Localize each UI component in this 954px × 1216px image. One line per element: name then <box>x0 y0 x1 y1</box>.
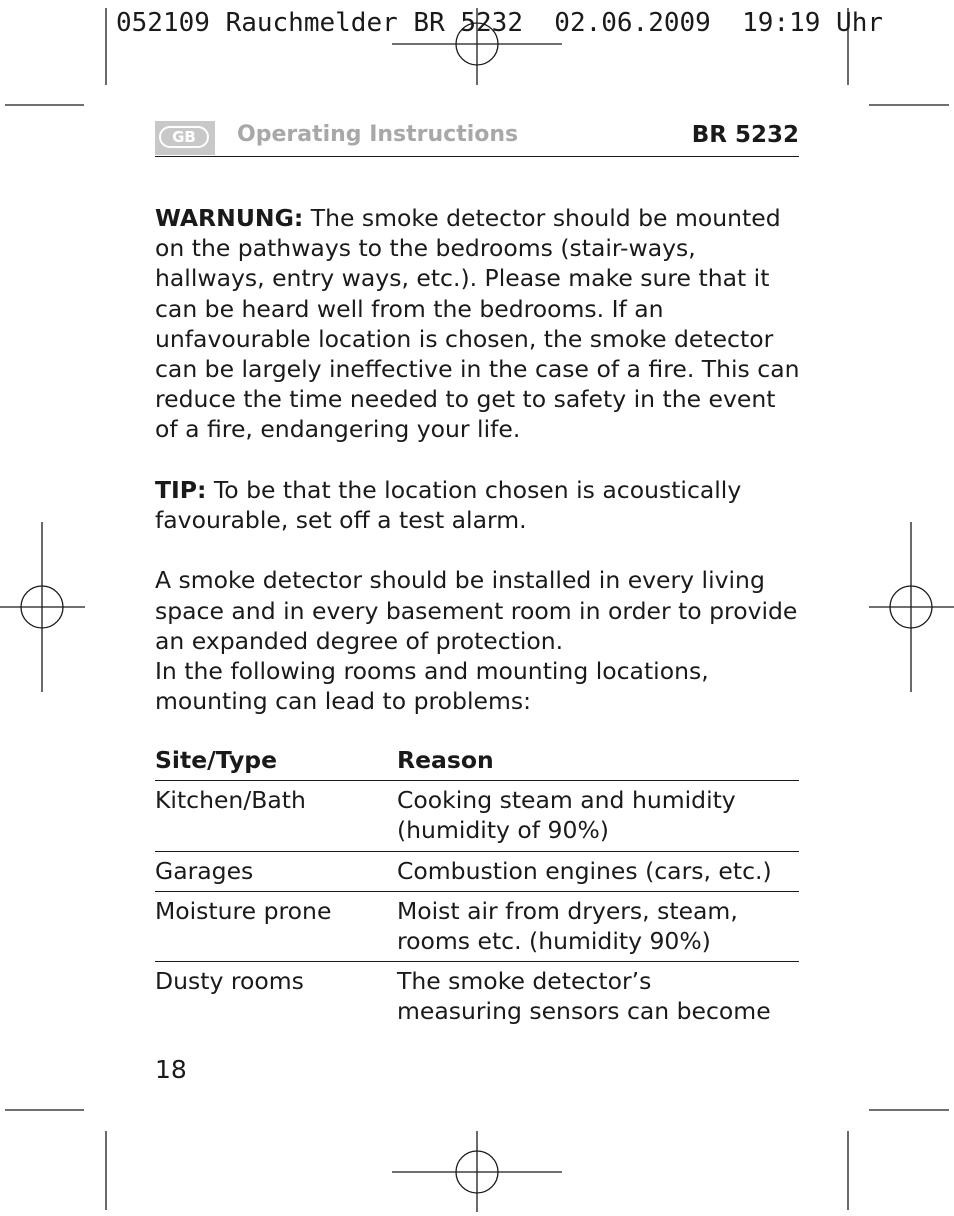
table-cell-reason: Moist air from dryers, steam, rooms etc. (humidity 90%) <box>397 896 738 956</box>
column-header-reason: Reason <box>397 746 494 774</box>
table-cell-site: Kitchen/Bath <box>155 786 306 815</box>
table-cell-reason: Cooking steam and humidity (humidity of 90%) <box>397 786 736 845</box>
intro-line-1: A smoke detector should be installed in every living space and in every basement room in order to provide an expanded degree of protection. <box>155 566 798 655</box>
warning-label: WARNUNG: <box>155 204 304 232</box>
table-row <box>155 852 799 892</box>
intro-paragraph <box>155 565 805 716</box>
tip-paragraph <box>155 475 805 535</box>
print-slug: 052109 Rauchmelder BR 5232 02.06.2009 19:19 Uhr <box>116 8 884 38</box>
header-model: BR 5232 <box>691 122 799 148</box>
intro-line-2: In the following rooms and mounting locations, mounting can lead to problems: <box>155 657 709 716</box>
warning-text: The smoke detector should be mounted on the pathways to the bedrooms (stair-ways, hallways, entry ways, etc.). Please make sure that it can be heard well from the bedrooms. If an unfavourable location is chosen, the smoke detector can be largely ineffective in the case of a fire. This can reduce the time needed to get to safety in the event of a fire, endangering your life. <box>155 204 800 444</box>
table-row <box>155 781 799 851</box>
language-badge <box>155 121 215 155</box>
table-cell-reason: Combustion engines (cars, etc.) <box>397 856 772 885</box>
table-header-row <box>155 745 799 781</box>
page-number: 18 <box>155 1055 187 1084</box>
tip-text: To be that the location chosen is acoustically favourable, set off a test alarm. <box>155 475 742 535</box>
table-row <box>155 892 799 962</box>
table-cell-site: Garages <box>155 856 254 885</box>
body-text <box>155 203 805 716</box>
page-header <box>155 118 799 157</box>
table-cell-site: Dusty rooms <box>155 967 304 996</box>
table-cell-site: Moisture prone <box>155 896 332 925</box>
mounting-problems-table <box>155 745 799 1032</box>
language-badge-label: GB <box>159 126 209 148</box>
column-header-site: Site/Type <box>155 746 278 774</box>
table-cell-reason: The smoke detector’s measuring sensors can become <box>397 967 771 1026</box>
header-title: Operating Instructions <box>237 122 519 147</box>
table-row <box>155 962 799 1031</box>
tip-label: TIP: <box>155 475 207 504</box>
warning-paragraph <box>155 203 805 445</box>
